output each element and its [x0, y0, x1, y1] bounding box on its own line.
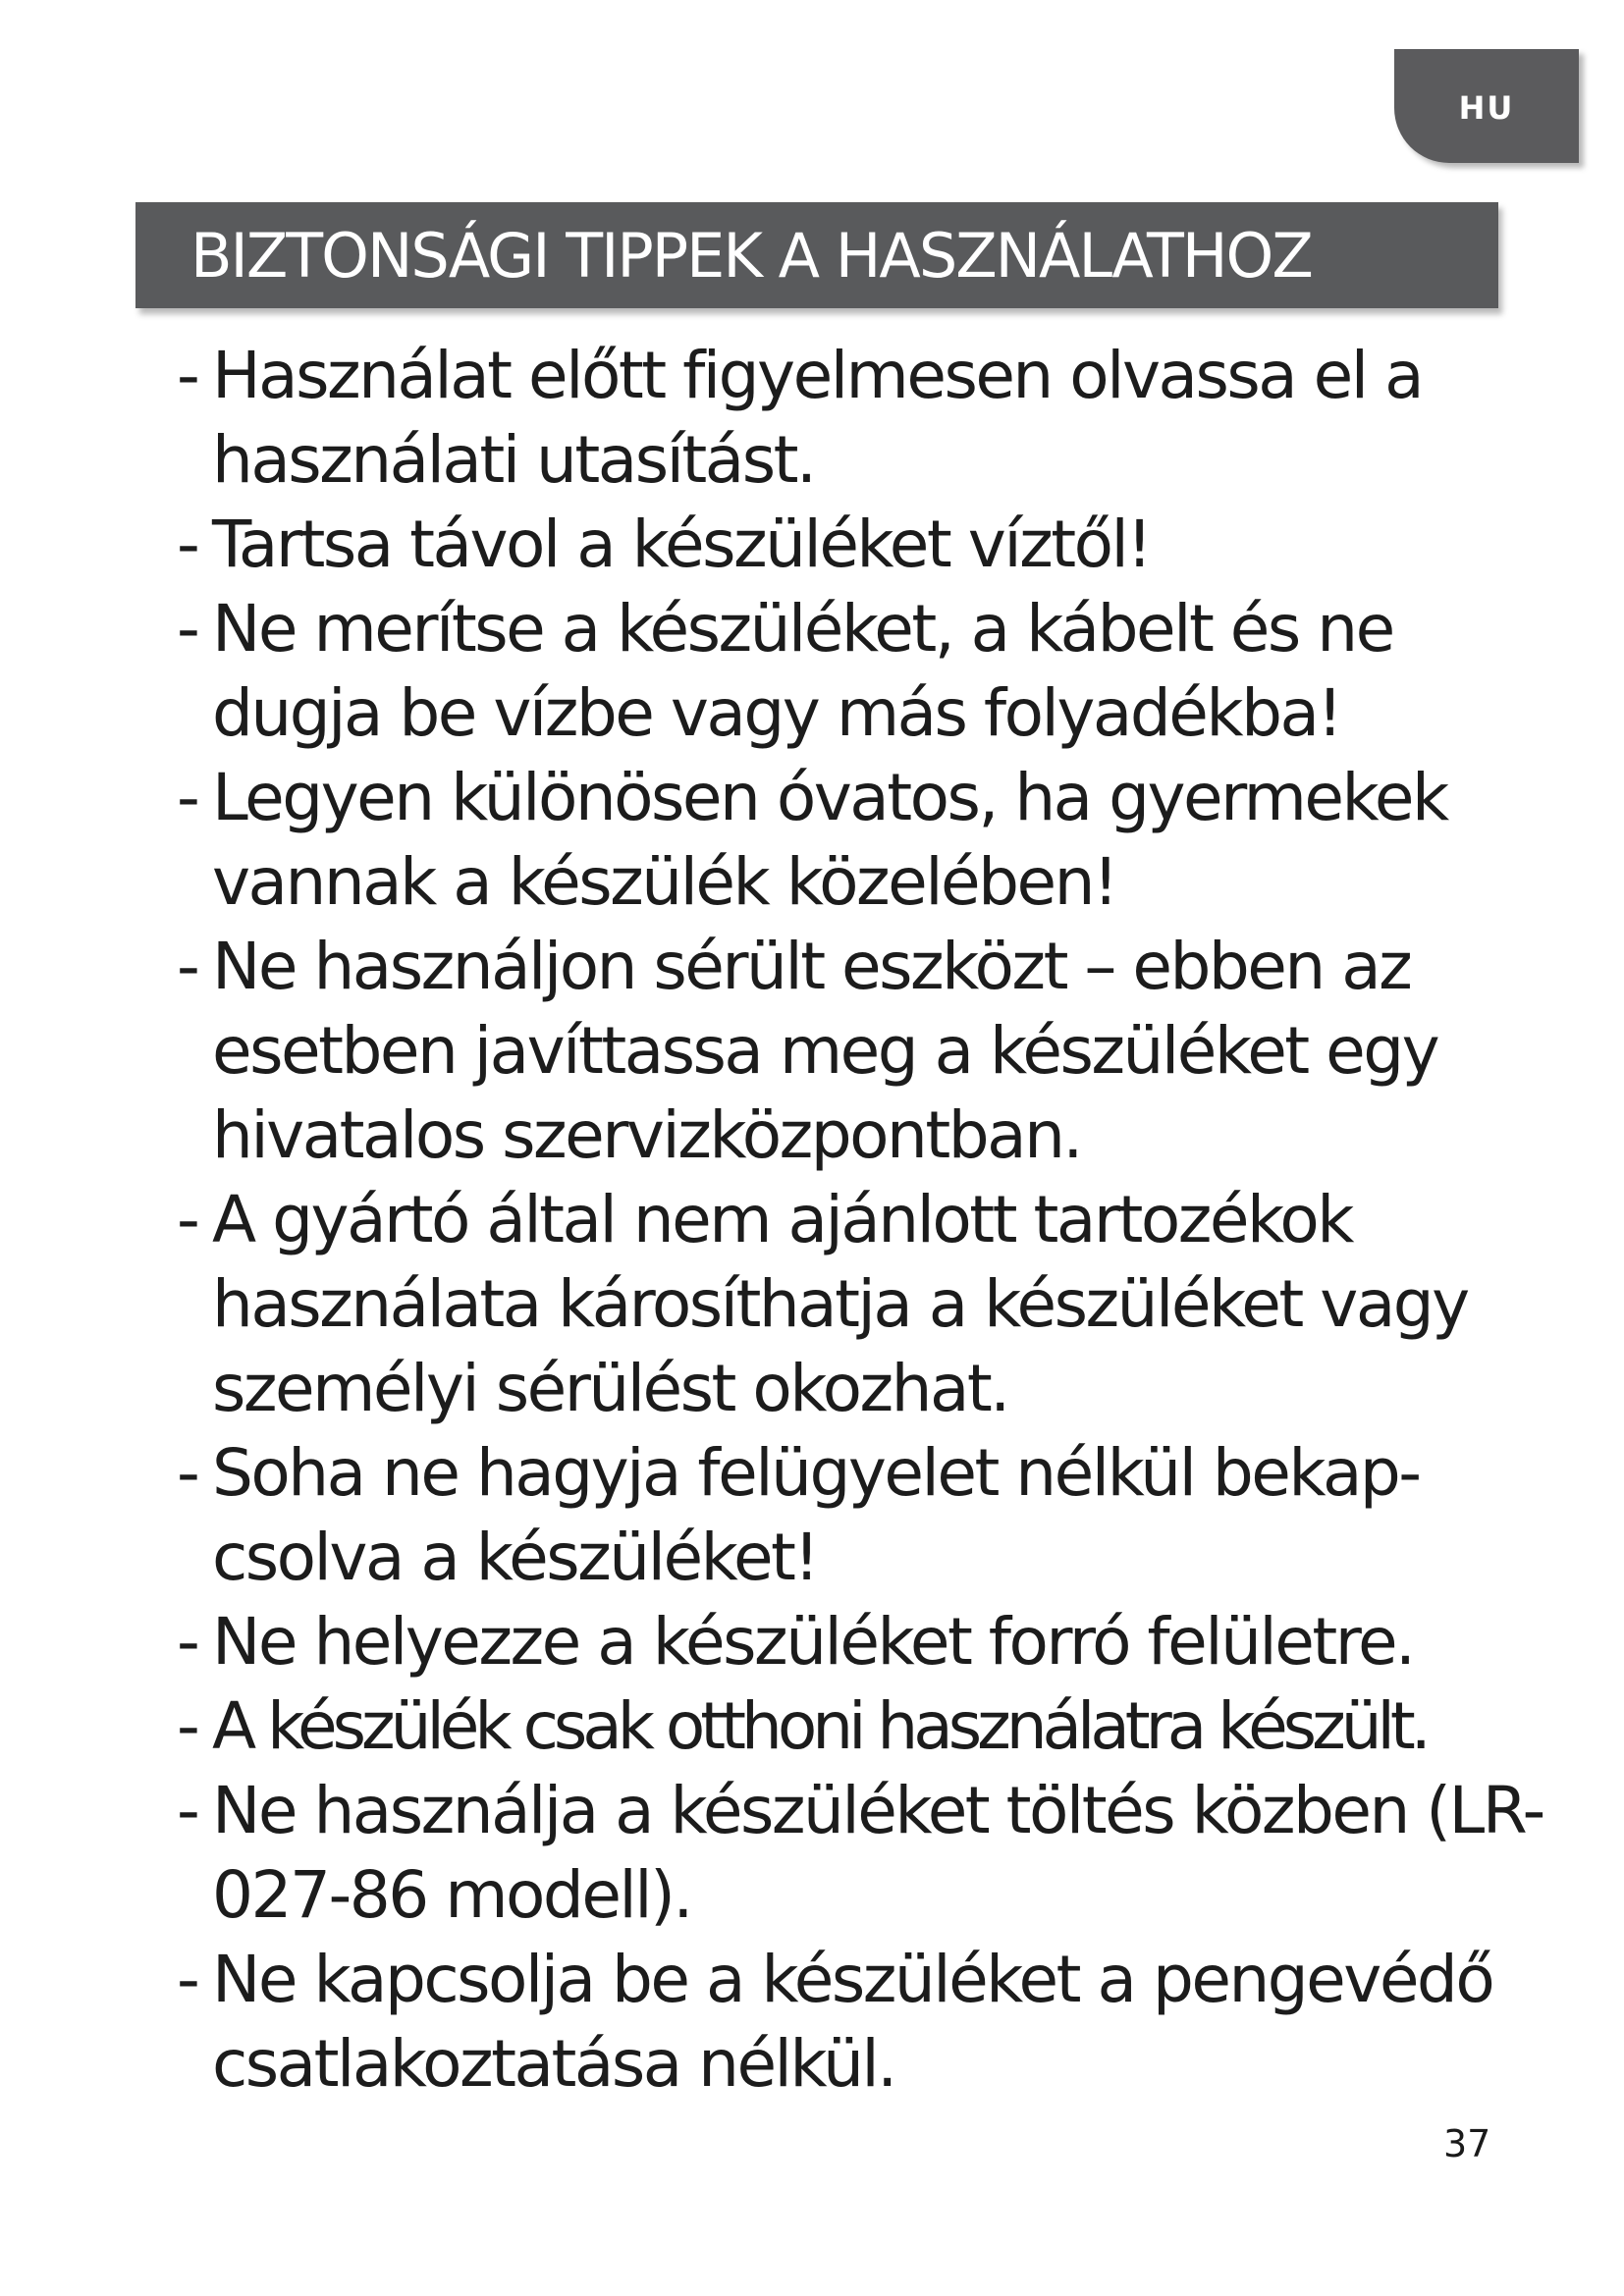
list-item: - Ne merítse a készüléket, a kábelt és ne dugja be vízbe vagy más folyadékba! [177, 591, 1393, 751]
list-item: - Legyen különösen óvatos, ha gyermekek vannak a készülék közelében! [177, 760, 1447, 920]
tip-text: Legyen különösen óvatos, ha gyermekek vannak a készülék közelében! [212, 760, 1447, 920]
tip-text: A gyártó által nem ajánlott tartozékok használata károsíthatja a készüléket vagy személyi sérülést okozhat. [212, 1182, 1468, 1426]
tip-text: Ne kapcsolja be a készüléket a pengevédő csatlakoztatása nélkül. [212, 1942, 1493, 2102]
list-item: - Ne használja a készüléket töltés közben (LR-027-86 modell). [177, 1773, 1543, 1933]
list-item: - A gyártó által nem ajánlott tartozékok használata károsíthatja a készüléket vagy személyi sérülést okozhat. [177, 1182, 1468, 1426]
tip-text: Tartsa távol a készüléket víztől! [212, 507, 1151, 582]
tip-text: A készülék csak otthoni használatra készült. [212, 1688, 1427, 1764]
page-number: 37 [1443, 2122, 1491, 2165]
tip-text: Ne használjon sérült eszközt – ebben az esetben javíttassa meg a készüléket egy hivatalos szervizközpontban. [212, 929, 1438, 1173]
list-item: - Használat előtt figyelmesen olvassa el a használati utasítást. [177, 338, 1423, 498]
language-code: HU [1458, 89, 1515, 127]
safety-tips-list [177, 334, 1571, 2107]
section-title: BIZTONSÁGI TIPPEK A HASZNÁLATHOZ [190, 219, 1312, 292]
tip-text: Ne helyezze a készüléket forró felületre. [212, 1604, 1414, 1680]
list-item: - A készülék csak otthoni használatra készült. [177, 1688, 1427, 1764]
list-item: - Ne használjon sérült eszközt – ebben az esetben javíttassa meg a készüléket egy hivatalos szervizközpontban. [177, 929, 1438, 1173]
list-item: - Ne kapcsolja be a készüléket a pengevédő csatlakoztatása nélkül. [177, 1942, 1493, 2102]
list-item: - Tartsa távol a készüléket víztől! [177, 507, 1151, 582]
tip-text: Használat előtt figyelmesen olvassa el a használati utasítást. [212, 338, 1423, 498]
language-tab [1394, 49, 1579, 163]
section-title-bar [135, 202, 1498, 308]
tip-text: Soha ne hagyja felügyelet nélkül bekap-csolva a készüléket! [212, 1435, 1420, 1595]
tip-text: Ne használja a készüléket töltés közben (LR-027-86 modell). [212, 1773, 1543, 1933]
list-item: - Soha ne hagyja felügyelet nélkül bekap-csolva a készüléket! [177, 1435, 1420, 1595]
list-item: - Ne helyezze a készüléket forró felületre. [177, 1604, 1414, 1680]
tip-text: Ne merítse a készüléket, a kábelt és ne dugja be vízbe vagy más folyadékba! [212, 591, 1393, 751]
